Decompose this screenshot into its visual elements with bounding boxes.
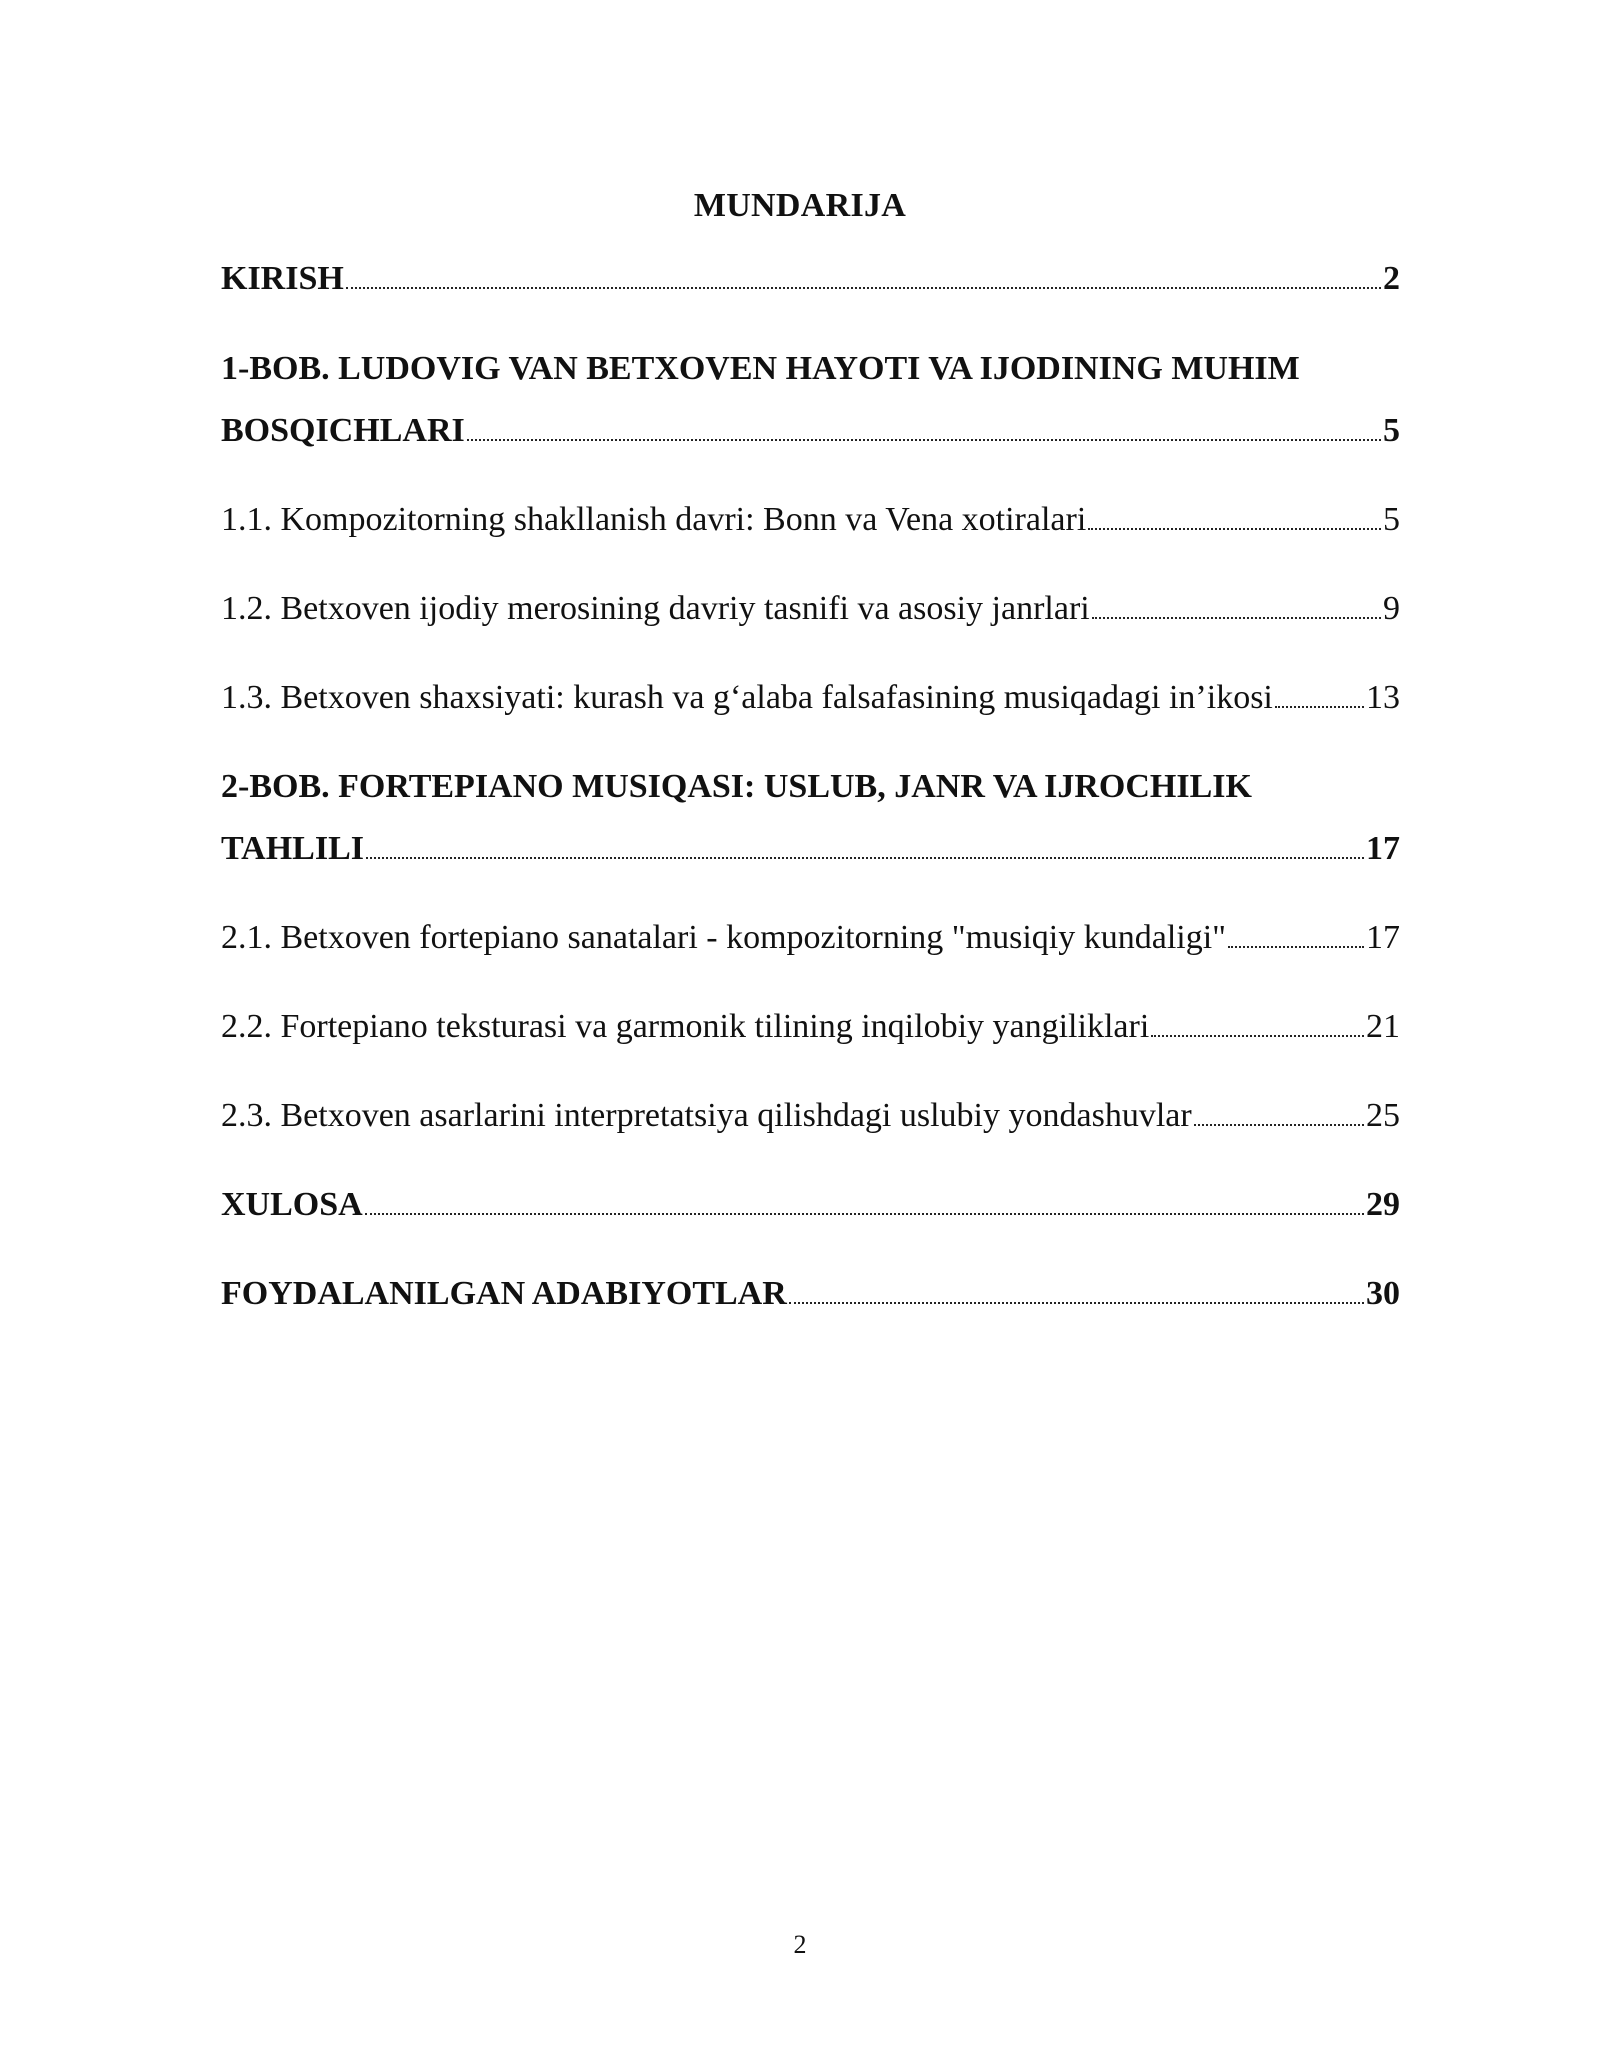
toc-entry-label-line2: BOSQICHLARI bbox=[221, 412, 465, 449]
toc-entry-label: XULOSA bbox=[221, 1186, 363, 1223]
dot-leader bbox=[366, 857, 1364, 859]
toc-entry-kirish[interactable] bbox=[221, 256, 1400, 302]
toc-entry-page: 5 bbox=[1383, 501, 1400, 538]
toc-entry-page: 9 bbox=[1383, 590, 1400, 627]
dot-leader bbox=[467, 439, 1381, 441]
toc-entry-label: FOYDALANILGAN ADABIYOTLAR bbox=[221, 1275, 787, 1312]
toc-entry-section-2-2[interactable] bbox=[221, 1004, 1400, 1050]
dot-leader bbox=[1194, 1124, 1364, 1126]
toc-entry-xulosa[interactable] bbox=[221, 1182, 1400, 1228]
toc-entry-page: 17 bbox=[1366, 919, 1400, 956]
toc-entry-label: 2.1. Betxoven fortepiano sanatalari - kompozitorning "musiqiy kundaligi" bbox=[221, 919, 1227, 956]
toc-entry-page: 21 bbox=[1366, 1008, 1400, 1045]
dot-leader bbox=[346, 287, 1381, 289]
toc-entry-chapter-1[interactable] bbox=[221, 346, 1400, 454]
toc-entry-label: 1.1. Kompozitorning shakllanish davri: Bonn va Vena xotiralari bbox=[221, 501, 1087, 538]
dot-leader bbox=[789, 1302, 1364, 1304]
toc-entry-label: KIRISH bbox=[221, 260, 344, 297]
toc-entry-page: 2 bbox=[1383, 260, 1400, 297]
table-of-contents bbox=[221, 256, 1400, 1317]
dot-leader bbox=[1088, 528, 1381, 530]
toc-entry-label-line2: TAHLILI bbox=[221, 830, 364, 867]
toc-entry-label: 2.2. Fortepiano teksturasi va garmonik tilining inqilobiy yangiliklari bbox=[221, 1008, 1150, 1045]
toc-entry-section-2-1[interactable] bbox=[221, 915, 1400, 961]
page-number: 2 bbox=[793, 1930, 807, 1959]
toc-entry-adabiyotlar[interactable] bbox=[221, 1271, 1400, 1317]
toc-entry-page: 13 bbox=[1366, 679, 1400, 716]
toc-entry-page: 29 bbox=[1366, 1186, 1400, 1223]
toc-entry-section-1-2[interactable] bbox=[221, 586, 1400, 632]
toc-entry-label-line1: 2-BOB. FORTEPIANO MUSIQASI: USLUB, JANR VA IJROCHILIK bbox=[221, 768, 1252, 805]
dot-leader bbox=[1228, 946, 1364, 948]
dot-leader bbox=[1275, 706, 1364, 708]
toc-entry-page: 17 bbox=[1366, 830, 1400, 867]
toc-entry-section-2-3[interactable] bbox=[221, 1093, 1400, 1139]
toc-entry-label: 2.3. Betxoven asarlarini interpretatsiya qilishdagi uslubiy yondashuvlar bbox=[221, 1097, 1192, 1134]
toc-entry-page: 25 bbox=[1366, 1097, 1400, 1134]
toc-entry-page: 30 bbox=[1366, 1275, 1400, 1312]
toc-entry-label: 1.3. Betxoven shaxsiyati: kurash va g‘alaba falsafasining musiqadagi in’ikosi bbox=[221, 679, 1273, 716]
toc-entry-section-1-1[interactable] bbox=[221, 497, 1400, 543]
toc-entry-section-1-3[interactable] bbox=[221, 675, 1400, 721]
dot-leader bbox=[1092, 617, 1381, 619]
toc-entry-page: 5 bbox=[1383, 412, 1400, 449]
dot-leader bbox=[1151, 1035, 1364, 1037]
toc-entry-chapter-2[interactable] bbox=[221, 764, 1400, 872]
dot-leader bbox=[365, 1213, 1364, 1215]
toc-entry-label: 1.2. Betxoven ijodiy merosining davriy tasnifi va asosiy janrlari bbox=[221, 590, 1090, 627]
toc-heading: MUNDARIJA bbox=[693, 187, 907, 224]
toc-entry-label-line1: 1-BOB. LUDOVIG VAN BETXOVEN HAYOTI VA IJODINING MUHIM bbox=[221, 350, 1300, 387]
